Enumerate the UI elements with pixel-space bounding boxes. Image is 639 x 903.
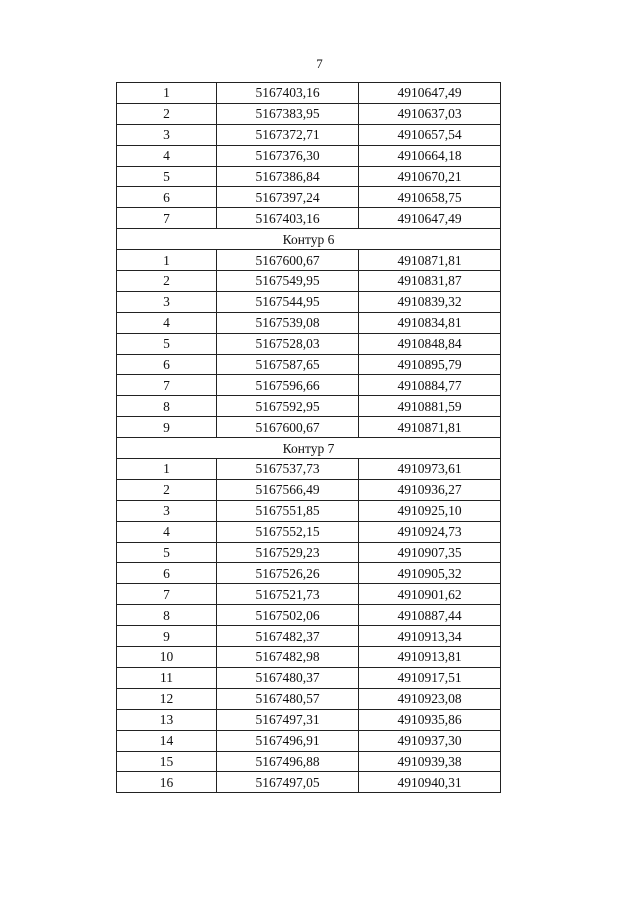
point-number-cell: 3 (117, 291, 217, 312)
table-row (117, 271, 501, 292)
point-number-cell: 6 (117, 354, 217, 375)
table-row (117, 605, 501, 626)
x-coordinate-cell: 5167496,88 (217, 751, 359, 772)
point-number-cell: 2 (117, 479, 217, 500)
point-number-cell: 8 (117, 605, 217, 626)
y-coordinate-cell: 4910923,08 (359, 688, 501, 709)
y-coordinate-cell: 4910901,62 (359, 584, 501, 605)
x-coordinate-cell: 5167521,73 (217, 584, 359, 605)
point-number-cell: 6 (117, 563, 217, 584)
table-row (117, 542, 501, 563)
x-coordinate-cell: 5167482,37 (217, 626, 359, 647)
point-number-cell: 9 (117, 417, 217, 438)
table-row (117, 250, 501, 271)
y-coordinate-cell: 4910839,32 (359, 291, 501, 312)
point-number-cell: 8 (117, 396, 217, 417)
point-number-cell: 1 (117, 459, 217, 480)
x-coordinate-cell: 5167596,66 (217, 375, 359, 396)
y-coordinate-cell: 4910925,10 (359, 500, 501, 521)
y-coordinate-cell: 4910647,49 (359, 208, 501, 229)
x-coordinate-cell: 5167526,26 (217, 563, 359, 584)
table-row (117, 291, 501, 312)
table-row (117, 626, 501, 647)
point-number-cell: 12 (117, 688, 217, 709)
table-row (117, 584, 501, 605)
table-row (117, 730, 501, 751)
y-coordinate-cell: 4910913,34 (359, 626, 501, 647)
point-number-cell: 3 (117, 124, 217, 145)
point-number-cell: 15 (117, 751, 217, 772)
table-row (117, 500, 501, 521)
point-number-cell: 5 (117, 333, 217, 354)
y-coordinate-cell: 4910973,61 (359, 459, 501, 480)
point-number-cell: 6 (117, 187, 217, 208)
table-row (117, 103, 501, 124)
point-number-cell: 7 (117, 584, 217, 605)
x-coordinate-cell: 5167502,06 (217, 605, 359, 626)
table-row (117, 709, 501, 730)
table-row (117, 459, 501, 480)
y-coordinate-cell: 4910936,27 (359, 479, 501, 500)
table-row (117, 354, 501, 375)
x-coordinate-cell: 5167403,16 (217, 83, 359, 104)
table-row (117, 647, 501, 668)
x-coordinate-cell: 5167480,37 (217, 667, 359, 688)
table-row (117, 145, 501, 166)
x-coordinate-cell: 5167529,23 (217, 542, 359, 563)
point-number-cell: 13 (117, 709, 217, 730)
x-coordinate-cell: 5167551,85 (217, 500, 359, 521)
point-number-cell: 4 (117, 145, 217, 166)
y-coordinate-cell: 4910939,38 (359, 751, 501, 772)
point-number-cell: 10 (117, 647, 217, 668)
point-number-cell: 16 (117, 772, 217, 793)
x-coordinate-cell: 5167480,57 (217, 688, 359, 709)
coordinates-table (116, 82, 501, 793)
section-heading: Контур 6 (117, 229, 501, 250)
y-coordinate-cell: 4910657,54 (359, 124, 501, 145)
table-row (117, 333, 501, 354)
point-number-cell: 3 (117, 500, 217, 521)
point-number-cell: 14 (117, 730, 217, 751)
table-row (117, 751, 501, 772)
x-coordinate-cell: 5167528,03 (217, 333, 359, 354)
table-row (117, 667, 501, 688)
point-number-cell: 1 (117, 83, 217, 104)
x-coordinate-cell: 5167566,49 (217, 479, 359, 500)
table-row (117, 124, 501, 145)
y-coordinate-cell: 4910937,30 (359, 730, 501, 751)
x-coordinate-cell: 5167496,91 (217, 730, 359, 751)
x-coordinate-cell: 5167386,84 (217, 166, 359, 187)
table-row (117, 417, 501, 438)
point-number-cell: 2 (117, 103, 217, 124)
y-coordinate-cell: 4910647,49 (359, 83, 501, 104)
table-row (117, 772, 501, 793)
y-coordinate-cell: 4910935,86 (359, 709, 501, 730)
y-coordinate-cell: 4910658,75 (359, 187, 501, 208)
y-coordinate-cell: 4910871,81 (359, 417, 501, 438)
y-coordinate-cell: 4910881,59 (359, 396, 501, 417)
table-row (117, 688, 501, 709)
y-coordinate-cell: 4910887,44 (359, 605, 501, 626)
x-coordinate-cell: 5167497,31 (217, 709, 359, 730)
x-coordinate-cell: 5167482,98 (217, 647, 359, 668)
y-coordinate-cell: 4910831,87 (359, 271, 501, 292)
y-coordinate-cell: 4910664,18 (359, 145, 501, 166)
table-row (117, 166, 501, 187)
y-coordinate-cell: 4910917,51 (359, 667, 501, 688)
point-number-cell: 4 (117, 312, 217, 333)
y-coordinate-cell: 4910895,79 (359, 354, 501, 375)
x-coordinate-cell: 5167552,15 (217, 521, 359, 542)
x-coordinate-cell: 5167600,67 (217, 417, 359, 438)
x-coordinate-cell: 5167497,05 (217, 772, 359, 793)
y-coordinate-cell: 4910871,81 (359, 250, 501, 271)
table-row (117, 563, 501, 584)
section-heading-row (117, 438, 501, 459)
point-number-cell: 11 (117, 667, 217, 688)
table-row (117, 479, 501, 500)
point-number-cell: 1 (117, 250, 217, 271)
y-coordinate-cell: 4910848,84 (359, 333, 501, 354)
y-coordinate-cell: 4910834,81 (359, 312, 501, 333)
x-coordinate-cell: 5167403,16 (217, 208, 359, 229)
y-coordinate-cell: 4910905,32 (359, 563, 501, 584)
y-coordinate-cell: 4910670,21 (359, 166, 501, 187)
point-number-cell: 7 (117, 375, 217, 396)
x-coordinate-cell: 5167549,95 (217, 271, 359, 292)
x-coordinate-cell: 5167544,95 (217, 291, 359, 312)
coordinates-table-body (117, 83, 501, 793)
x-coordinate-cell: 5167376,30 (217, 145, 359, 166)
point-number-cell: 5 (117, 542, 217, 563)
point-number-cell: 2 (117, 271, 217, 292)
table-row (117, 208, 501, 229)
x-coordinate-cell: 5167383,95 (217, 103, 359, 124)
y-coordinate-cell: 4910940,31 (359, 772, 501, 793)
y-coordinate-cell: 4910907,35 (359, 542, 501, 563)
x-coordinate-cell: 5167397,24 (217, 187, 359, 208)
x-coordinate-cell: 5167592,95 (217, 396, 359, 417)
section-heading: Контур 7 (117, 438, 501, 459)
x-coordinate-cell: 5167537,73 (217, 459, 359, 480)
page-number: 7 (316, 56, 323, 71)
y-coordinate-cell: 4910637,03 (359, 103, 501, 124)
x-coordinate-cell: 5167372,71 (217, 124, 359, 145)
y-coordinate-cell: 4910913,81 (359, 647, 501, 668)
y-coordinate-cell: 4910884,77 (359, 375, 501, 396)
table-row (117, 521, 501, 542)
table-row (117, 375, 501, 396)
y-coordinate-cell: 4910924,73 (359, 521, 501, 542)
table-row (117, 312, 501, 333)
point-number-cell: 4 (117, 521, 217, 542)
point-number-cell: 9 (117, 626, 217, 647)
section-heading-row (117, 229, 501, 250)
x-coordinate-cell: 5167587,65 (217, 354, 359, 375)
x-coordinate-cell: 5167600,67 (217, 250, 359, 271)
x-coordinate-cell: 5167539,08 (217, 312, 359, 333)
table-row (117, 396, 501, 417)
point-number-cell: 7 (117, 208, 217, 229)
table-row (117, 187, 501, 208)
table-row (117, 83, 501, 104)
point-number-cell: 5 (117, 166, 217, 187)
